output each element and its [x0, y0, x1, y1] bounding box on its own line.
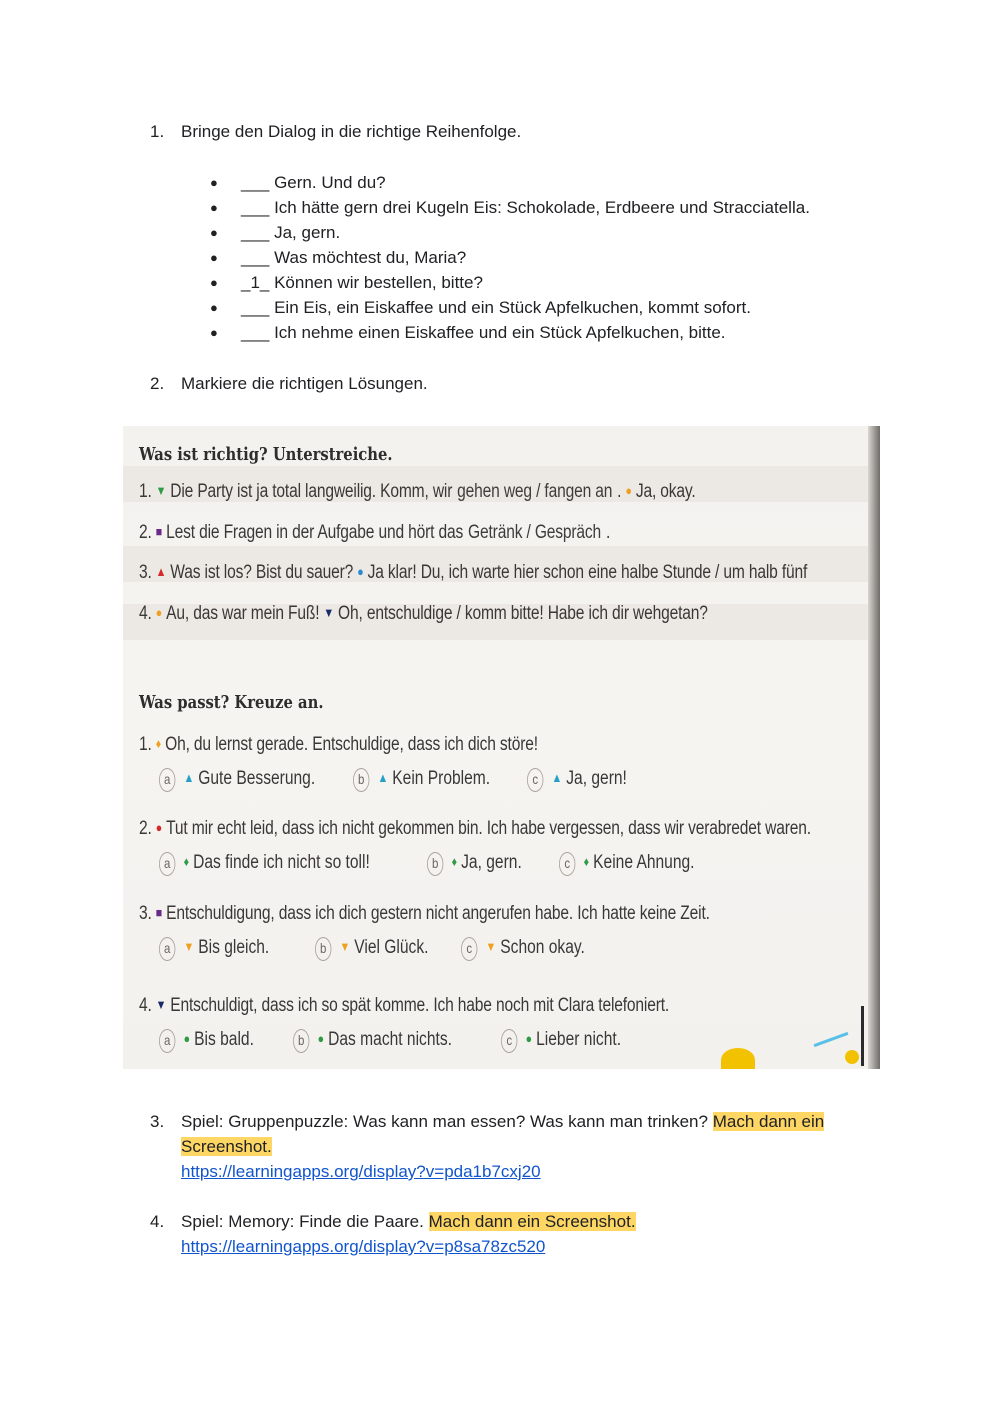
highlighted-instruction: Mach dann ein Screenshot. [181, 1112, 825, 1156]
speaker-marker-icon: ♦ [155, 736, 162, 751]
task-instruction: Spiel: Memory: Finde die Paare. [181, 1212, 424, 1231]
speaker-marker-icon: ● [155, 820, 163, 835]
answer-option-a[interactable] [159, 768, 315, 792]
question-text: Oh, du lernst gerade. Entschuldige, dass ich dich störe! [165, 734, 538, 755]
speaker-marker-icon: ● [525, 1031, 533, 1046]
task-number: 2. [150, 374, 165, 393]
answer-option-a[interactable] [159, 1029, 254, 1053]
speaker-marker-icon: ▼ [339, 939, 351, 954]
option-text: Bis gleich. [198, 937, 270, 958]
answer-option-b[interactable] [315, 937, 428, 961]
question-number: 4. [139, 995, 152, 1016]
speaker-marker-icon: ● [625, 483, 632, 498]
speaker-marker-icon: ▲ [155, 564, 167, 579]
dialog-item-text: ___ Gern. Und du? [241, 173, 386, 192]
dialog-item-text: ___ Was möchtest du, Maria? [241, 248, 467, 267]
task-number: 3. [150, 1112, 165, 1131]
speaker-marker-icon: ● [317, 1031, 325, 1046]
underline-exercise-row [139, 562, 807, 584]
question-row [139, 903, 710, 925]
question-number: 2. [139, 818, 152, 839]
option-letter-circle[interactable]: a [159, 768, 175, 792]
question-number: 3. [139, 903, 152, 924]
question-row [139, 995, 669, 1017]
row-number: 4. [139, 603, 152, 624]
row-number: 3. [139, 562, 152, 583]
option-text: Gute Besserung. [198, 768, 316, 789]
answer-option-c[interactable] [461, 937, 585, 961]
dialog-item [210, 320, 910, 345]
underline-exercise-row [139, 603, 708, 625]
option-letter-circle[interactable]: b [315, 937, 331, 961]
speaker-marker-icon: ● [155, 605, 163, 620]
answer-option-a[interactable] [159, 937, 269, 961]
row-text: Oh, entschuldige / komm bitte! Habe ich dir wehgetan? [338, 603, 708, 624]
task-instruction: Spiel: Gruppenpuzzle: Was kann man essen? Was kann man trinken? [181, 1112, 708, 1131]
question-row [139, 818, 811, 840]
answer-option-b[interactable] [427, 852, 522, 876]
question-row [139, 734, 538, 756]
answer-choices[interactable]: gehen weg / fangen an [457, 481, 613, 502]
answer-option-c[interactable] [559, 852, 695, 876]
answer-option-b[interactable] [353, 768, 490, 792]
option-text: Viel Glück. [354, 937, 429, 958]
task-number: 4. [150, 1212, 165, 1231]
speaker-marker-icon: ▼ [323, 605, 334, 620]
option-text: Kein Problem. [392, 768, 491, 789]
option-letter-circle[interactable]: b [353, 768, 369, 792]
underline-exercise-row [139, 522, 610, 544]
option-text: Bis bald. [194, 1029, 254, 1050]
decorative-illustration [861, 1006, 864, 1066]
option-letter-circle[interactable]: c [527, 768, 543, 792]
option-letter-circle[interactable]: b [293, 1029, 309, 1053]
question-text: Entschuldigt, dass ich so spät komme. Ich habe noch mit Clara telefoniert. [170, 995, 670, 1016]
answer-option-b[interactable] [293, 1029, 452, 1053]
speaker-marker-icon: ▼ [155, 483, 167, 498]
bullet-icon: ● [210, 250, 218, 265]
textbook-scan-image [123, 426, 880, 1069]
task-body [181, 1109, 881, 1184]
learningapps-link-memory[interactable]: https://learningapps.org/display?v=p8sa78zc520 [181, 1237, 546, 1256]
answer-option-a[interactable] [159, 852, 370, 876]
dialog-item [210, 220, 910, 245]
dialog-item [210, 195, 910, 220]
option-letter-circle[interactable]: c [501, 1029, 517, 1053]
dialog-item-text: ___ Ja, gern. [241, 223, 341, 242]
speaker-marker-icon: ♦ [583, 854, 590, 869]
bullet-icon: ● [210, 175, 218, 190]
bullet-icon: ● [210, 275, 218, 290]
highlighted-instruction: Mach dann ein Screenshot. [428, 1212, 636, 1231]
row-number: 2. [139, 522, 152, 543]
task-number: 1. [150, 122, 165, 141]
task-instruction: Bringe den Dialog in die richtige Reihenfolge. [181, 122, 522, 141]
bullet-icon: ● [210, 225, 218, 240]
speaker-marker-icon: ■ [155, 524, 163, 539]
speaker-marker-icon: ♦ [183, 854, 190, 869]
question-text: Entschuldigung, dass ich dich gestern nicht angerufen habe. Ich hatte keine Zeit. [166, 903, 710, 924]
row-text: Was ist los? Bist du sauer? [170, 562, 354, 583]
row-text: Lest die Fragen in der Aufgabe und hört das [166, 522, 464, 543]
speaker-marker-icon: ▲ [183, 770, 195, 785]
dialog-item-text: ___ Ein Eis, ein Eiskaffee und ein Stück Apfelkuchen, kommt sofort. [241, 298, 751, 317]
speaker-marker-icon: ■ [155, 905, 163, 920]
task-body [181, 1209, 881, 1259]
speaker-marker-icon: ▲ [551, 770, 563, 785]
bullet-icon: ● [210, 200, 218, 215]
option-letter-circle[interactable]: a [159, 937, 175, 961]
dialog-item-text: ___ Ich nehme einen Eiskaffee und ein Stück Apfelkuchen, bitte. [241, 323, 726, 342]
dialog-list [210, 170, 910, 345]
speaker-marker-icon: ▲ [377, 770, 389, 785]
bullet-icon: ● [210, 325, 218, 340]
option-text: Ja, gern! [566, 768, 627, 789]
speaker-marker-icon: ● [357, 564, 364, 579]
option-letter-circle[interactable]: c [559, 852, 575, 876]
option-text: Ja, gern. [461, 852, 522, 873]
dialog-item [210, 170, 910, 195]
speaker-marker-icon: ♦ [451, 854, 458, 869]
dialog-item-text: _1_ Können wir bestellen, bitte? [241, 273, 483, 292]
answer-option-c[interactable] [501, 1029, 621, 1053]
decorative-illustration [721, 1048, 755, 1069]
speaker-marker-icon: ● [183, 1031, 191, 1046]
option-text: Schon okay. [500, 937, 585, 958]
page-fold-shadow [868, 426, 880, 1069]
option-letter-circle[interactable]: a [159, 1029, 175, 1053]
row-text: . [617, 481, 622, 502]
row-text: Die Party ist ja total langweilig. Komm, wir [170, 481, 453, 502]
learningapps-link-gruppenpuzzle[interactable]: https://learningapps.org/display?v=pda1b7cxj20 [181, 1162, 541, 1181]
row-text: . [605, 522, 611, 543]
dialog-item [210, 295, 910, 320]
question-text: Tut mir echt leid, dass ich nicht gekommen bin. Ich habe vergessen, dass wir verabredet waren. [166, 818, 811, 839]
dialog-item-text: ___ Ich hätte gern drei Kugeln Eis: Schokolade, Erdbeere und Stracciatella. [241, 198, 810, 217]
option-text: Lieber nicht. [536, 1029, 622, 1050]
speaker-marker-icon: ▼ [183, 939, 195, 954]
speaker-marker-icon: ▼ [155, 997, 167, 1012]
option-letter-circle[interactable]: c [461, 937, 477, 961]
section-heading-underline: Was ist richtig? Unterstreiche. [139, 444, 393, 465]
option-text: Das macht nichts. [328, 1029, 452, 1050]
decorative-illustration [845, 1050, 859, 1064]
task-instruction: Markiere die richtigen Lösungen. [181, 374, 428, 393]
option-letter-circle[interactable]: b [427, 852, 443, 876]
underline-exercise-row [139, 481, 696, 503]
row-text: Au, das war mein Fuß! [166, 603, 320, 624]
option-text: Das finde ich nicht so toll! [193, 852, 370, 873]
speaker-marker-icon: ▼ [485, 939, 497, 954]
answer-choices[interactable]: Getränk / Gespräch [468, 522, 602, 543]
section-heading-cross: Was passt? Kreuze an. [139, 692, 324, 713]
row-number: 1. [139, 481, 152, 502]
answer-option-c[interactable] [527, 768, 627, 792]
question-number: 1. [139, 734, 152, 755]
row-text: Ja klar! Du, ich warte hier schon eine halbe Stunde / um halb fünf [367, 562, 808, 583]
bullet-icon: ● [210, 300, 218, 315]
option-text: Keine Ahnung. [593, 852, 695, 873]
dialog-item [210, 270, 910, 295]
decorative-illustration [814, 1032, 849, 1047]
dialog-item [210, 245, 910, 270]
option-letter-circle[interactable]: a [159, 852, 175, 876]
row-text: Ja, okay. [635, 481, 696, 502]
